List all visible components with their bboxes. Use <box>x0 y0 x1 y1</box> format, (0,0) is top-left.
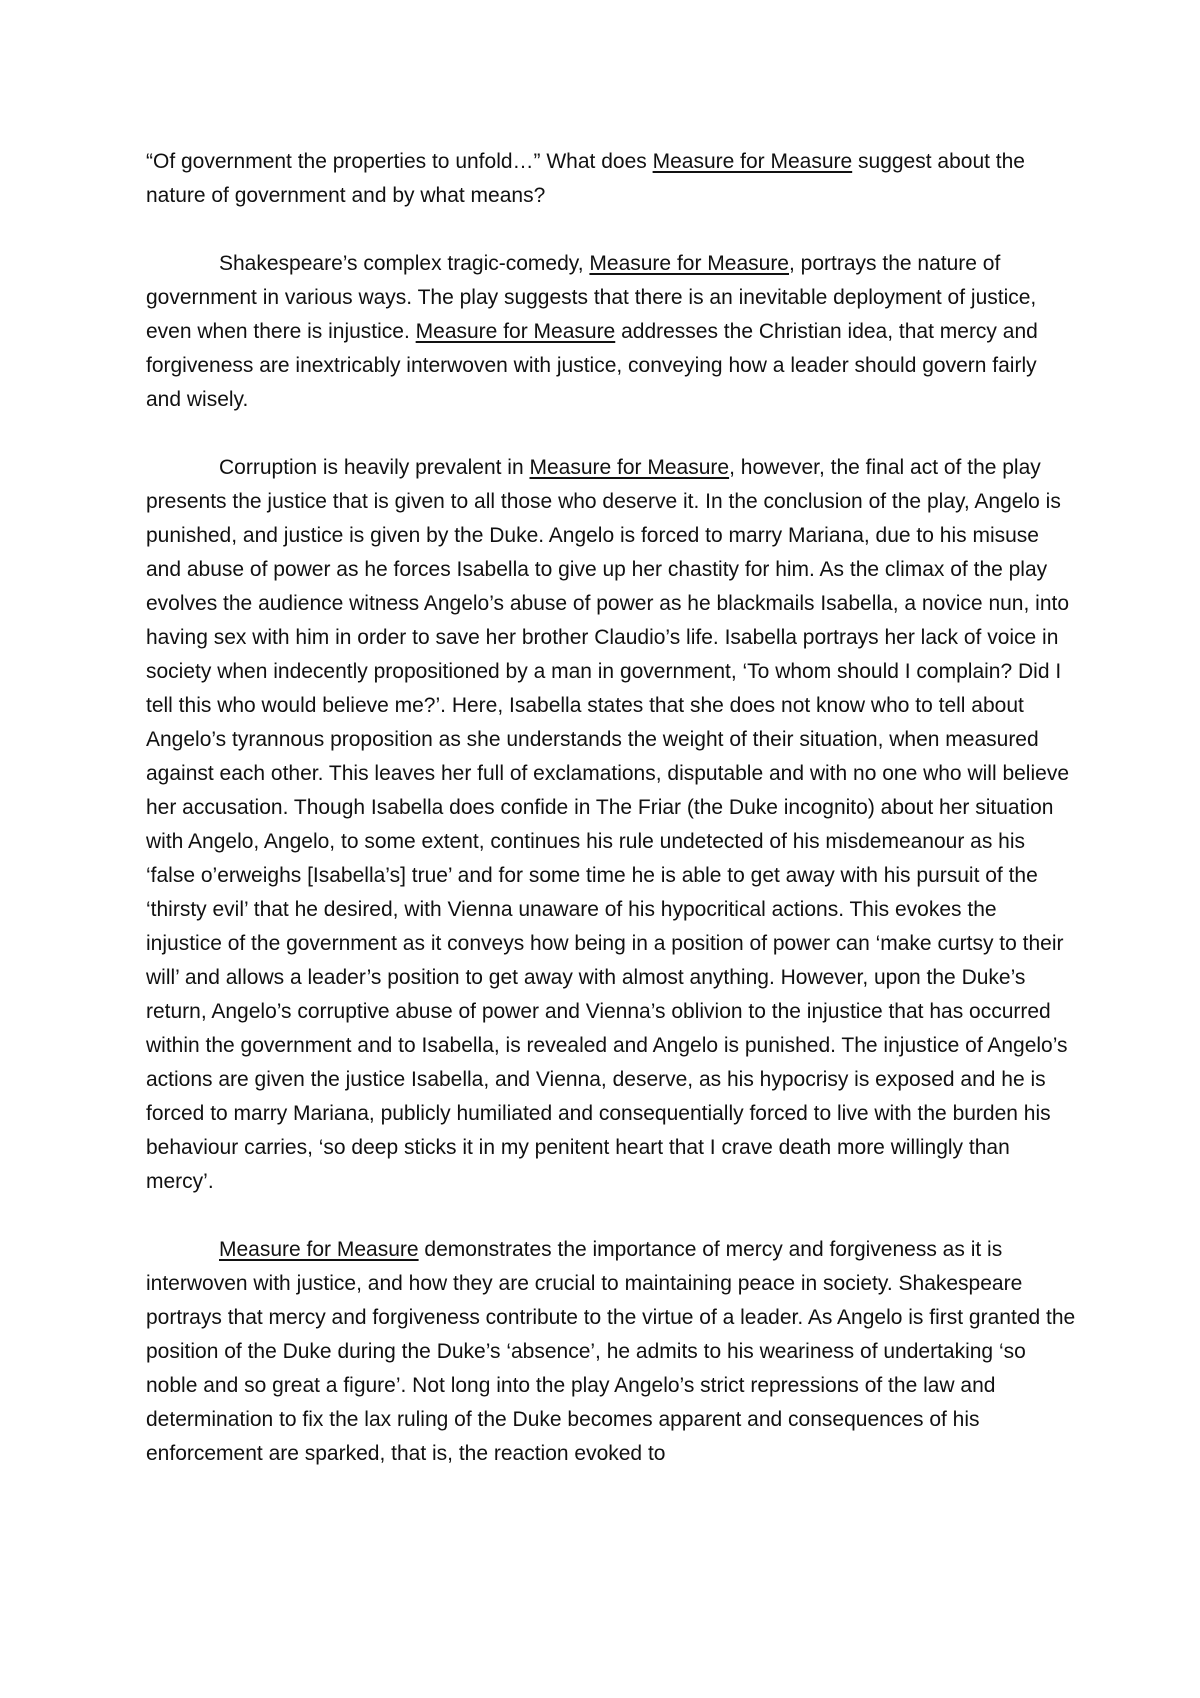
paragraph-mercy <box>146 1233 1076 1471</box>
paragraph-text: demonstrates the importance of mercy and forgiveness as it is interwoven with justice, and how they are crucial to maintaining peace in society. Shakespeare portrays that mercy and forgiveness contribute to the virtue of a leader. As Angelo is first granted the position of the Duke during the Duke’s ‘absence’, he admits to his weariness of undertaking ‘so noble and so great a figure’. Not long into the play Angelo’s strict repressions of the law and determination to fix the lax ruling of the Duke becomes apparent and consequences of his enforcement are sparked, that is, the reaction evoked to <box>146 1238 1076 1465</box>
question-text-end: suggest about the nature of government and by what means? <box>146 150 1025 207</box>
paragraph-introduction <box>146 247 1076 417</box>
paragraph-text: , however, the final act of the play presents the justice that is given to all those who deserve it. In the conclusion of the play, Angelo is punished, and justice is given by the Duke. Angelo is forced to marry Mariana, due to his misuse and abuse of power as he forces Isabella to give up her chastity for him. As the climax of the play evolves the audience witness Angelo’s abuse of power as he blackmails Isabella, a novice nun, into having sex with him in order to save her brother Claudio’s life. Isabella portrays her lack of voice in society when indecently propositioned by a man in government, ‘To whom should I complain? Did I tell this who would believe me?’. Here, Isabella states that she does not know who to tell about Angelo’s tyrannous proposition as she understands the weight of their situation, when measured against each other. This leaves her full of exclamations, disputable and with no one who will believe her accusation. Though Isabella does confide in The Friar (the Duke incognito) about her situation with Angelo, Angelo, to some extent, continues his rule undetected of his misdemeanour as his ‘false o’erweighs [Isabella’s] true’ and for some time he is able to get away with his pursuit of the ‘thirsty evil’ that he desired, with Vienna unaware of his hypocritical actions. This evokes the injustice of the government as it conveys how being in a position of power can ‘make curtsy to their will’ and allows a leader’s position to get away with almost anything. However, upon the Duke’s return, Angelo’s corruptive abuse of power and Vienna’s oblivion to the injustice that has occurred within the government and to Isabella, is revealed and Angelo is punished. The injustice of Angelo’s actions are given the justice Isabella, and Vienna, deserve, as his hypocrisy is exposed and he is forced to marry Mariana, publicly humiliated and consequentially forced to live with the burden his behaviour carries, ‘so deep sticks it in my penitent heart that I crave death more willingly than mercy’. <box>146 456 1070 1193</box>
paragraph-text: addresses the Christian idea, that mercy and forgiveness are inextricably interwoven with justice, conveying how a leader should govern fairly and wisely. <box>146 320 1038 411</box>
essay-question <box>146 145 1076 213</box>
paragraph-text: Corruption is heavily prevalent in <box>219 456 530 479</box>
document-body <box>146 145 1076 1471</box>
play-title-underlined: Measure for Measure <box>219 1238 419 1261</box>
paragraph-text: , portrays the nature of government in various ways. The play suggests that there is an inevitable deployment of justice, even when there is injustice. <box>146 252 1037 343</box>
play-title-underlined: Measure for Measure <box>652 150 853 173</box>
question-text-start: “Of government the properties to unfold…” What does <box>146 150 653 173</box>
play-title-underlined: Measure for Measure <box>415 320 616 343</box>
paragraph-corruption <box>146 451 1076 1199</box>
play-title-underlined: Measure for Measure <box>589 252 789 275</box>
paragraph-text: Shakespeare’s complex tragic-comedy, <box>219 252 590 275</box>
play-title-underlined: Measure for Measure <box>529 456 730 479</box>
